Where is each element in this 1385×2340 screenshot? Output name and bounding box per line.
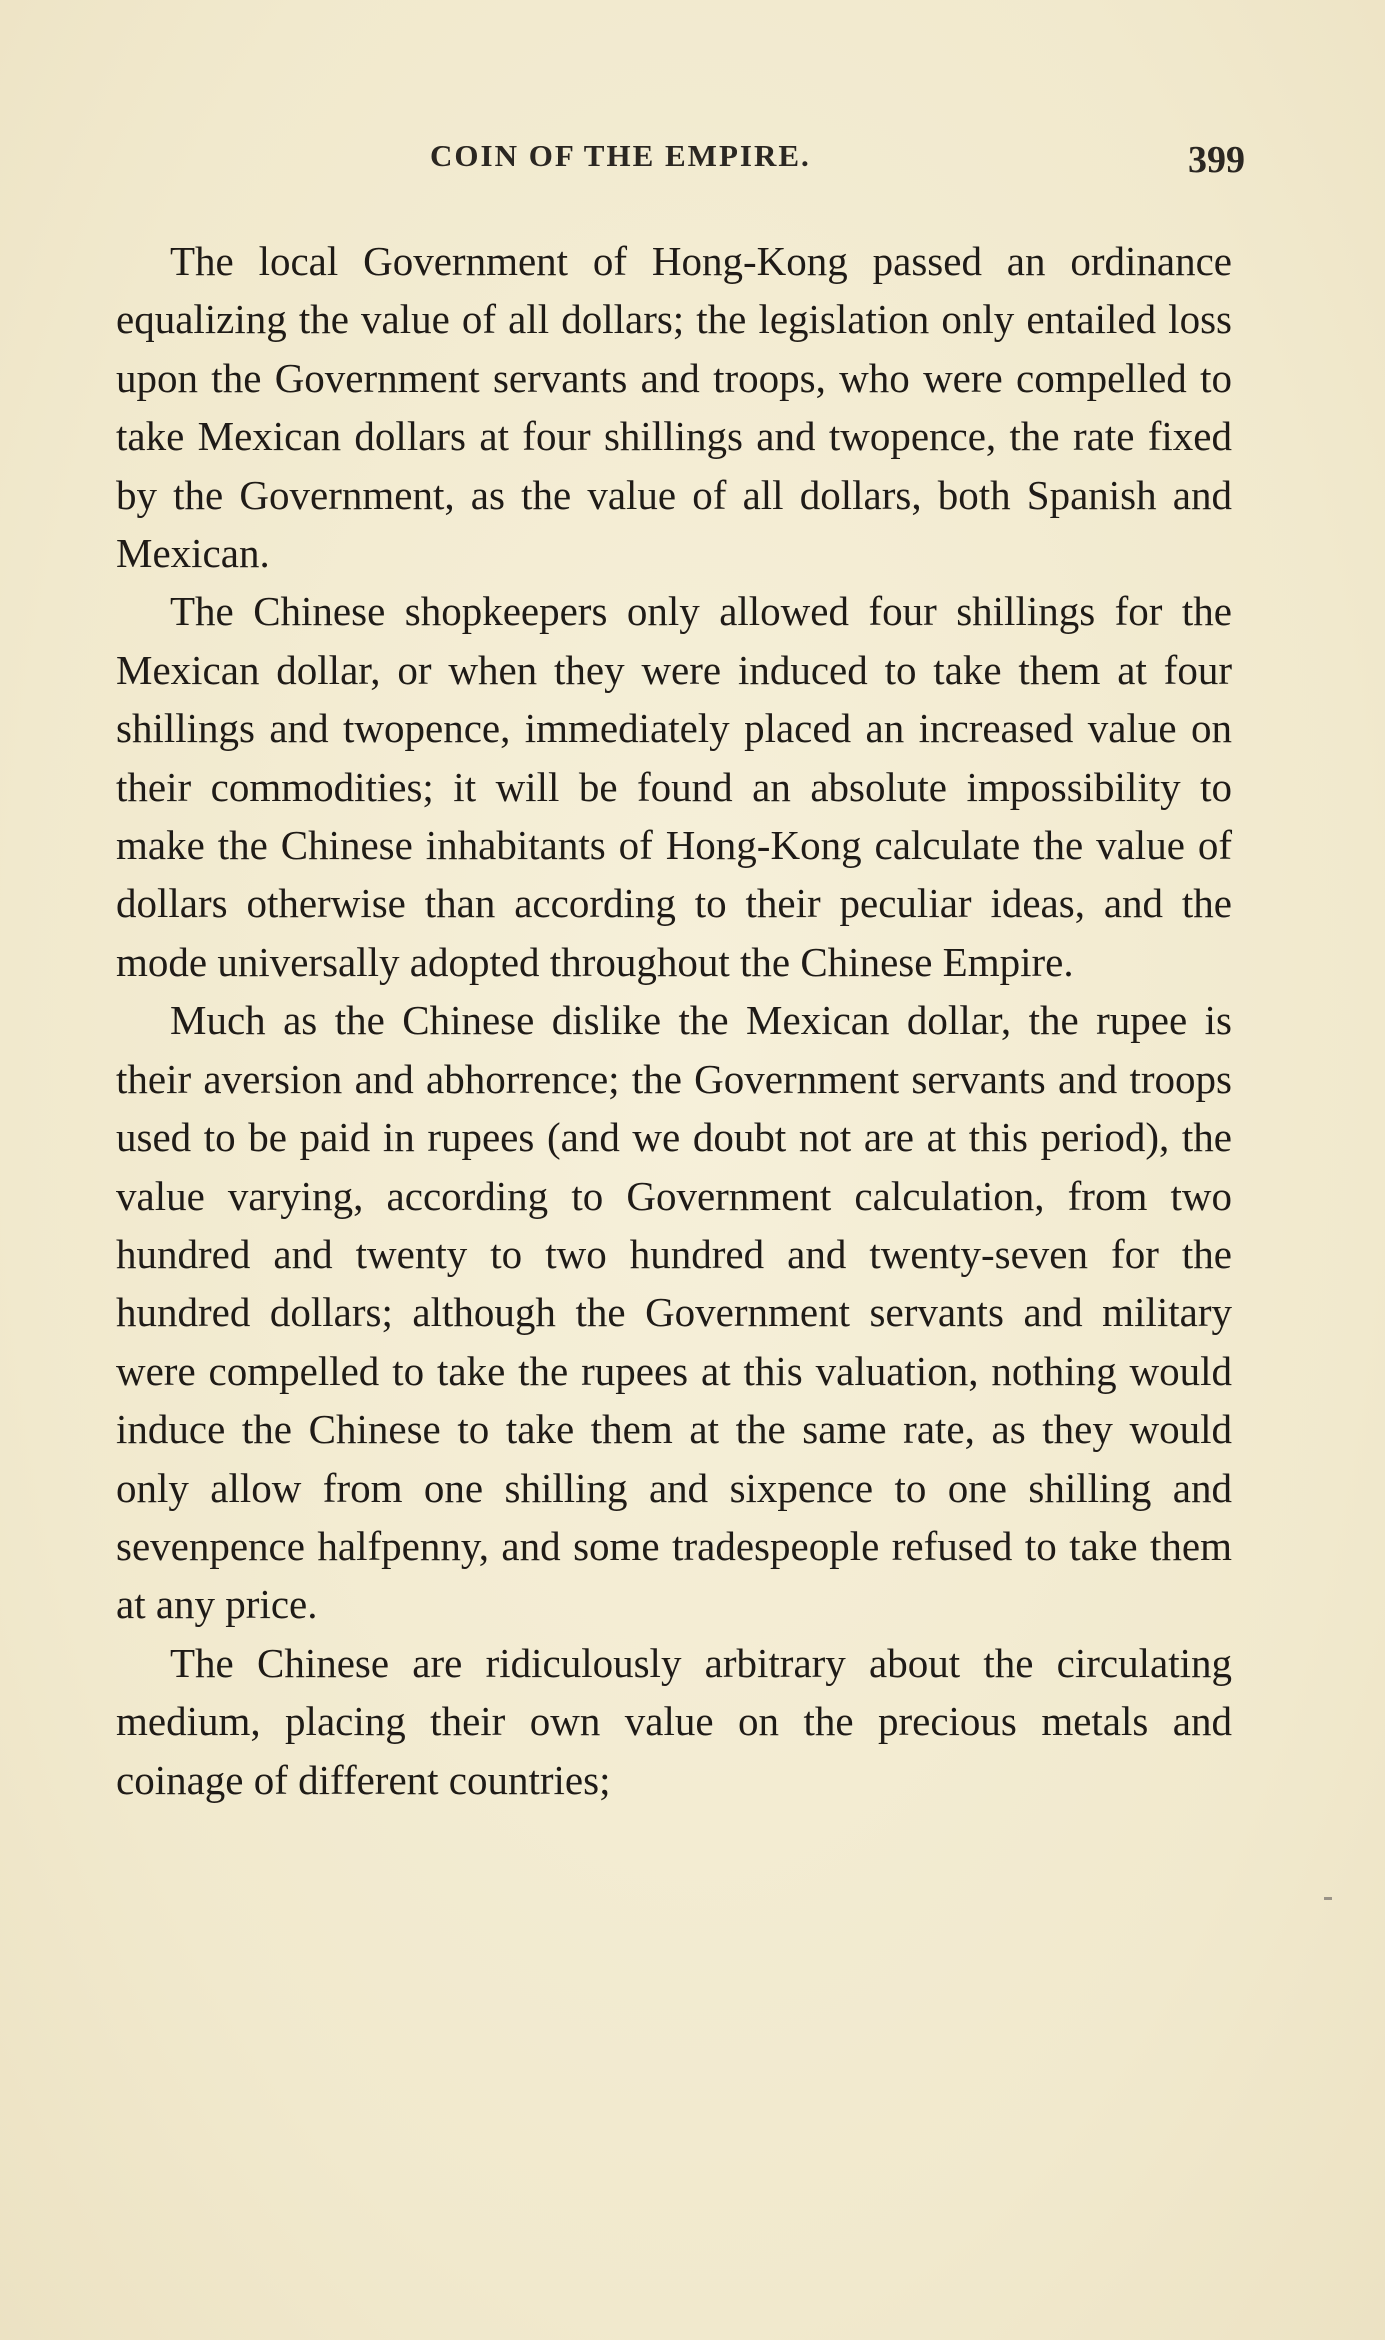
paragraph: The Chinese are ridiculously arbitrary about the circulating medium, placing their own value on the precious metals and coinage of different countries; (116, 1639, 1232, 1803)
running-title: COIN OF THE EMPIRE. (430, 138, 811, 173)
body-text (116, 232, 1232, 1809)
page-header (115, 138, 1245, 198)
ink-mark (1324, 1897, 1332, 1900)
paragraph: The local Government of Hong-Kong passed an ordinance equalizing the value of all dollars; the legislation only entailed loss upon the Government servants and troops, who were compelled to take Mexican dollars at four shillings and twopence, the rate fixed by the Government, as the value of all dollars, both Spanish and Mexican. (116, 238, 1232, 577)
paragraph: The Chinese shopkeepers only allowed four shillings for the Mexican dollar, or when they were induced to take them at four shillings and twopence, immediately placed an increased value on their commodities; it will be found an absolute impossibility to make the Chinese inhabitants of Hong-Kong calculate the value of dollars otherwise than according to their peculiar ideas, and the mode universally adopted throughout the Chinese Empire. (116, 588, 1232, 985)
paragraph: Much as the Chinese dislike the Mexican dollar, the rupee is their aversion and abhorrence; the Government servants and troops used to be paid in rupees (and we doubt not are at this period), the value varying, according to Government calculation, from two hundred and twenty to two hundred and twenty-seven for the hundred dollars; although the Government servants and military were compelled to take the rupees at this valuation, nothing would induce the Chinese to take them at the same rate, as they would only allow from one shilling and sixpence to one shilling and sevenpence halfpenny, and some tradespeople refused to take them at any price. (116, 997, 1232, 1628)
page-number: 399 (1188, 139, 1245, 181)
